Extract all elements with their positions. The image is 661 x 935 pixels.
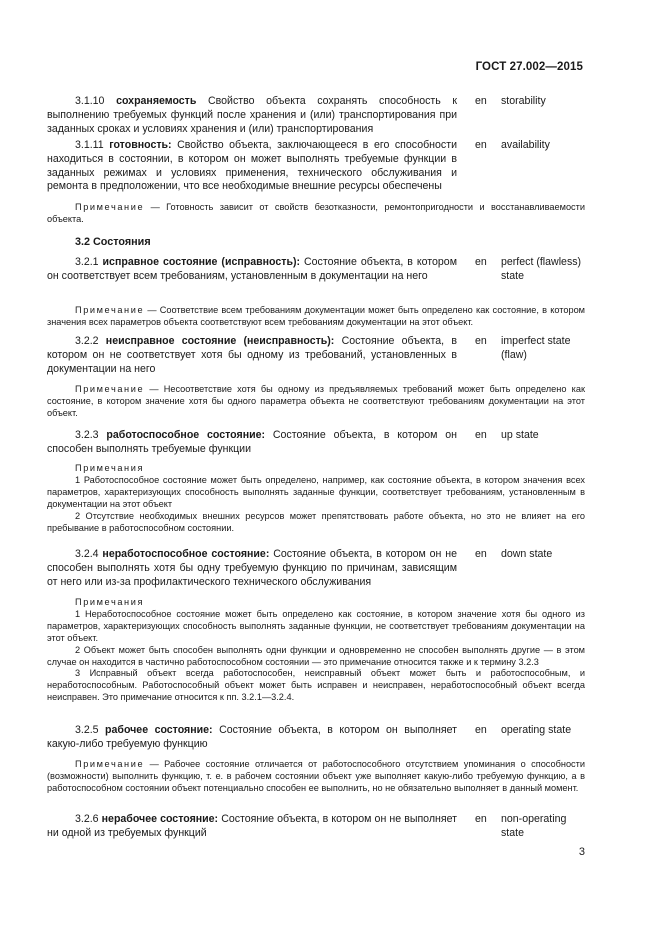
term-name: исправное состояние (исправность):: [102, 256, 301, 268]
term-text: Свойство объекта, заключающееся в его способности находиться в состоянии, в котором он может выполнять требуемые функции в заданных режимах и условиях применения, технического обслуживания и ремонта в предположении, что все необходимые внешние ресурсы обеспечены: [47, 139, 457, 193]
note-label: Примечание: [75, 384, 145, 394]
note-item: 2 Отсутствие необходимых внешних ресурсов может препятствовать работе объекта, но это не влияет на его пребывание в работоспособном состоянии.: [47, 510, 585, 533]
term-definition: [47, 335, 457, 376]
note-item: 3 Исправный объект всегда работоспособен, неисправный объект может быть и работоспособным, и неработоспособным. Работоспособный объект может быть исправен и неисправен, неработоспособный объект всегда неисправен. Это примечание относится к пп. 3.2.1—3.2.4.: [47, 668, 585, 703]
note-item: 1 Работоспособное состояние может быть определено, например, как состояние объекта, в котором значения всех параметров, характеризующих способность выполнять заданные функции, соответствует требованиям, установленным в документации на этот объект: [47, 474, 585, 509]
note-text: — Соответствие всем требованиям документации может быть определено как состояние, в котором значения всех параметров объекта соответствуют всем требованиям документации на этот объект.: [47, 305, 585, 327]
term-definition: [47, 548, 457, 589]
language-code: en: [475, 139, 487, 151]
term-number: 3.2.2: [75, 335, 99, 347]
note-label: Примечание: [75, 202, 145, 212]
note-text: — Рабочее состояние отличается от работоспособного отсутствием упоминания о способности (возможности) выполнить функцию, т. е. в рабочем состоянии объект уже выполняет какую-либо требуемую функцию, а в работоспособном состоянии объект потенциально способен ее выполнить, но не обязательно выполняет в данный момент.: [47, 759, 585, 793]
language-code: en: [475, 548, 487, 560]
term-number: 3.2.4: [75, 548, 99, 560]
note-imperfect-state: [47, 384, 585, 420]
equivalent-term: availability: [501, 139, 550, 151]
note-operating-state: [47, 759, 585, 795]
note-text: — Готовность зависит от свойств безотказности, ремонтопригодности и восстанавливаемости объекта.: [47, 202, 585, 224]
equivalent-term: operating state: [501, 724, 572, 736]
section-title: 3.2 Состояния: [75, 236, 151, 248]
term-text: Свойство объекта сохранять способность к выполнению требуемых функций после хранения и (или) транспортирования при заданных сроках и условиях хранения и (или) транспортирования: [47, 95, 457, 135]
notes-label: Примечания: [75, 463, 145, 473]
language-code: en: [475, 429, 487, 441]
term-number: 3.1.11: [75, 139, 104, 151]
notes-up-state: [47, 463, 585, 534]
term-definition: [47, 139, 457, 194]
note-item: 1 Неработоспособное состояние может быть определено как состояние, в котором значение хотя бы одного из параметров, характеризующих способность выполнять заданные функции, не соответствует требованиям документации на этот объект.: [47, 608, 585, 643]
term-definition: [47, 724, 457, 752]
note-label: Примечание: [75, 305, 145, 315]
term-definition: [47, 813, 457, 841]
term-name: неработоспособное состояние:: [102, 548, 270, 560]
page-number: 3: [578, 846, 585, 858]
language-code: en: [475, 256, 487, 268]
term-name: нерабочее состояние:: [101, 813, 219, 825]
note-text: — Несоответствие хотя бы одному из предъявляемых требований может быть определено как состояние, в котором значение хотя бы одного параметра объекта не соответствуют требованиям документации на этот объект.: [47, 384, 585, 418]
equivalent-term: non-operating state: [501, 813, 567, 839]
term-definition: [47, 429, 457, 457]
equivalent-term: up state: [501, 429, 539, 441]
term-name: неисправное состояние (неисправность):: [105, 335, 335, 347]
term-name: готовность:: [109, 139, 172, 151]
term-text: Состояние объекта, в котором он не соответствует хотя бы одному из требований, установленных в документации на него: [47, 335, 457, 375]
term-text: Состояние объекта, в котором он соответствует всем требованиям, установленным в документации на него: [47, 256, 457, 282]
term-number: 3.2.5: [75, 724, 99, 736]
term-name: сохраняемость: [116, 95, 197, 107]
term-definition: [47, 95, 457, 136]
language-code: en: [475, 724, 487, 736]
term-number: 3.2.3: [75, 429, 99, 441]
notes-down-state: [47, 597, 585, 704]
note-availability: [47, 202, 585, 226]
equivalent-term: imperfect state (flaw): [501, 335, 571, 361]
note-item: 2 Объект может быть способен выполнять одни функции и одновременно не способен выполнять другие — в этом случае он находится в частично работоспособном состоянии — это примечание относится также и к термину 3.2.3: [47, 644, 585, 667]
term-number: 3.1.10: [75, 95, 105, 107]
term-number: 3.2.6: [75, 813, 99, 825]
language-code: en: [475, 335, 487, 347]
notes-label: Примечания: [75, 597, 145, 607]
equivalent-term: storability: [501, 95, 546, 107]
term-text: Состояние объекта, в котором он способен выполнять требуемые функции: [47, 429, 457, 455]
term-number: 3.2.1: [75, 256, 99, 268]
language-code: en: [475, 95, 487, 107]
term-name: рабочее состояние:: [105, 724, 213, 736]
equivalent-term: down state: [501, 548, 553, 560]
note-label: Примечание: [75, 759, 145, 769]
term-text: Состояние объекта, в котором он не выполняет ни одной из требуемых функций: [47, 813, 457, 839]
language-code: en: [475, 813, 487, 825]
document-header: ГОСТ 27.002—2015: [475, 61, 583, 73]
term-text: Состояние объекта, в котором он выполняет какую-либо требуемую функцию: [47, 724, 457, 750]
term-text: Состояние объекта, в котором он не способен выполнять хотя бы одну требуемую функцию по причинам, зависящим от него или из-за профилактического технического обслуживания: [47, 548, 457, 588]
equivalent-term: perfect (flawless) state: [501, 256, 582, 282]
note-perfect-state: [47, 305, 585, 329]
term-name: работоспособное состояние:: [106, 429, 266, 441]
term-definition: [47, 256, 457, 284]
